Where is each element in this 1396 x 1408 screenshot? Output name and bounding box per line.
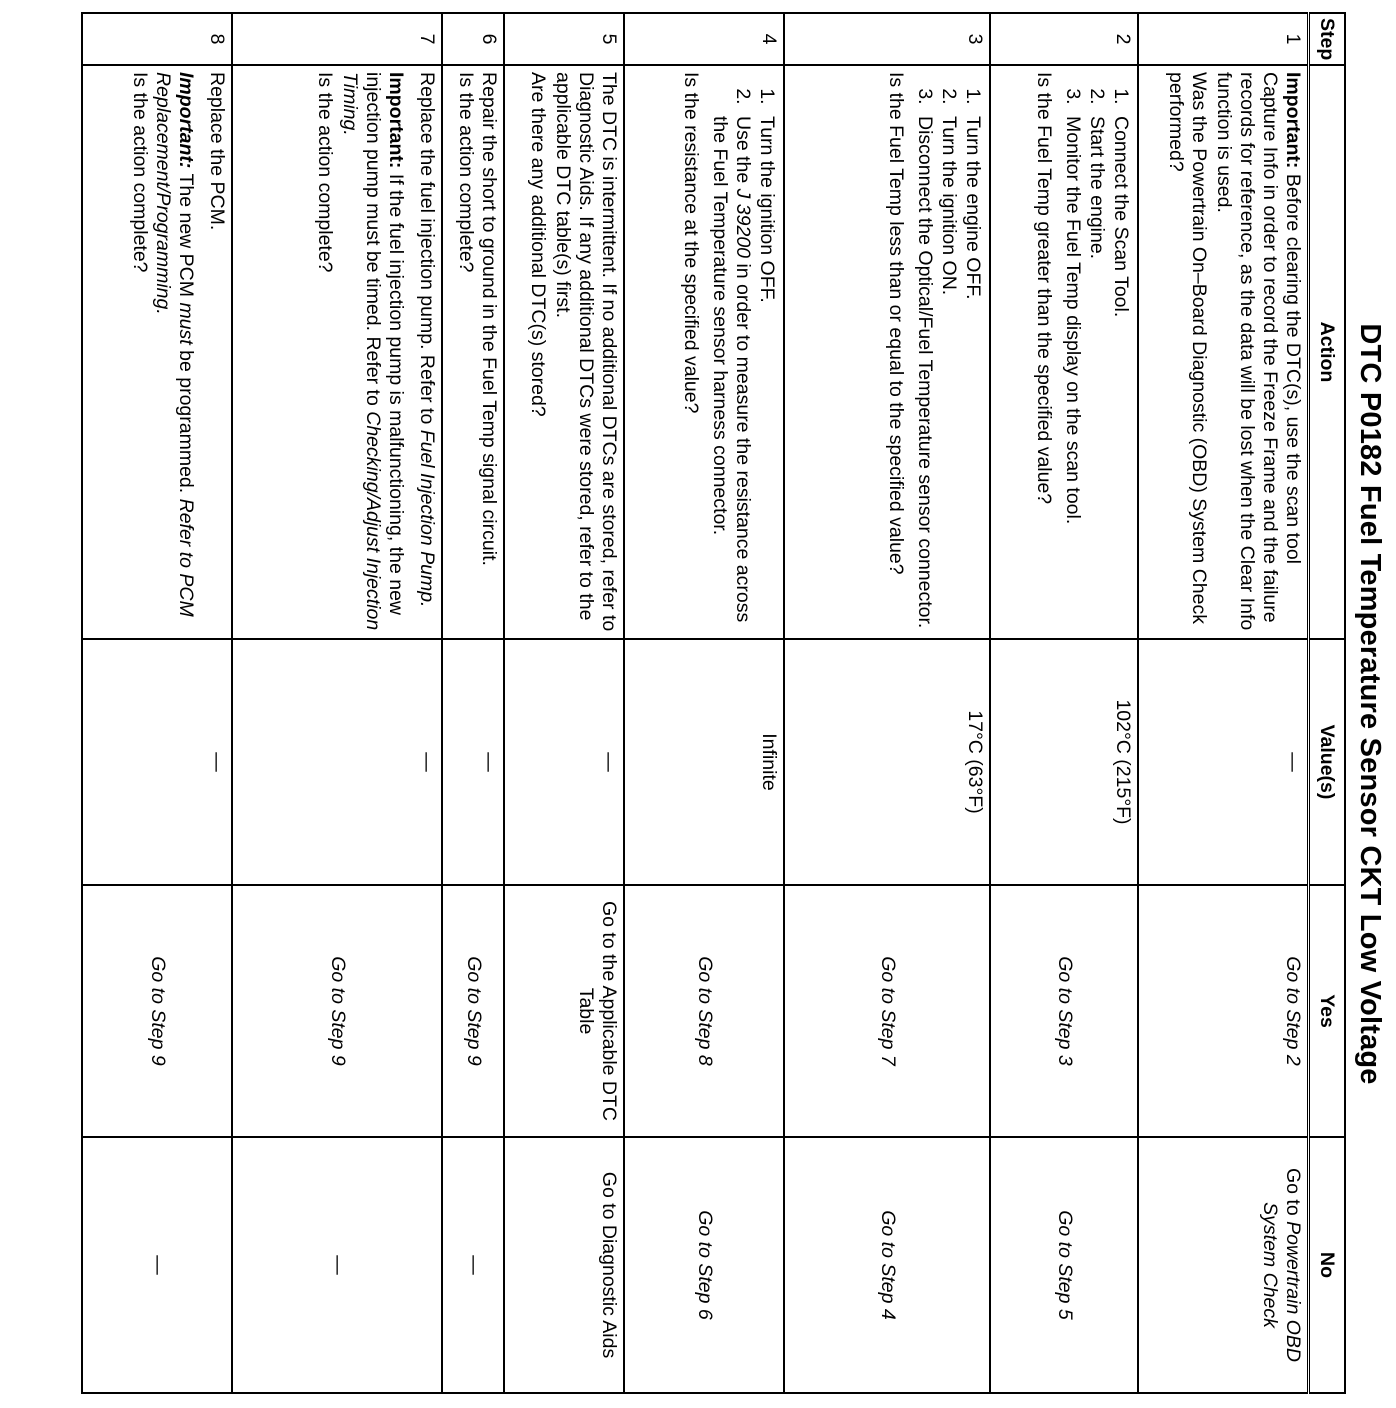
procedure-list — [914, 72, 985, 632]
header-action: Action — [1309, 65, 1346, 639]
step-number: 3 — [785, 13, 991, 65]
instruction-text: Repair the short to ground in the Fuel Temp signal circuit. — [478, 72, 501, 566]
table-header-row — [1309, 13, 1346, 1393]
table-row — [83, 13, 233, 1393]
no-cell: — — [443, 1137, 505, 1393]
header-step: Step — [1309, 13, 1346, 65]
value-cell: Infinite — [625, 639, 785, 885]
yes-cell: Go to Step 8 — [625, 885, 785, 1137]
instruction-text: Replace the fuel injection pump. Refer to Fuel Injection Pump. — [416, 72, 439, 608]
instruction-text: The DTC is intermittent. If no additional DTCs are stored, refer to Diagnostic Aids. If any additional DTCs were stored, refer to the applicable DTC table(s) first. — [552, 72, 621, 632]
question: Was the Powertrain On–Board Diagnostic (OBD) System Check performed? — [1165, 72, 1210, 624]
question: Is the action complete? — [314, 72, 337, 273]
yes-cell: Go to Step 2 — [1139, 885, 1309, 1137]
important-note: Important: Before clearing the DTC(s), use the scan tool Capture Info in order to record the Freeze Frame and the failure records for reference, as the data will be lost when the Clear Info function is used. — [1213, 72, 1304, 631]
no-cell: Go to Step 4 — [785, 1137, 991, 1393]
header-values: Value(s) — [1309, 639, 1346, 885]
value-cell: 102°C (215°F) — [991, 639, 1139, 885]
action-cell — [233, 65, 443, 639]
procedure-step: 1. Connect the Scan Tool. — [1110, 110, 1133, 632]
table-row — [1139, 13, 1309, 1393]
procedure-step: 1. Turn the ignition OFF. — [756, 110, 779, 632]
table-row — [991, 13, 1139, 1393]
step-number: 2 — [991, 13, 1139, 65]
question: Are there any additional DTC(s) stored? — [527, 72, 550, 417]
no-cell: — — [233, 1137, 443, 1393]
value-cell: — — [83, 639, 233, 885]
yes-cell: Go to Step 7 — [785, 885, 991, 1137]
table-row — [233, 13, 443, 1393]
value-cell: — — [505, 639, 625, 885]
step-number: 4 — [625, 13, 785, 65]
important-note: Important: If the fuel injection pump is malfunctioning, the new injection pump must be timed. Refer to Checking/Adjust Injection Timing. — [339, 72, 408, 631]
question: Is the Fuel Temp greater than the specified value? — [1033, 72, 1056, 505]
procedure-list — [1062, 72, 1133, 632]
question: Is the resistance at the specified value? — [680, 72, 703, 414]
procedure-step: 1. Turn the engine OFF. — [962, 110, 985, 632]
procedure-step: 3. Disconnect the Optical/Fuel Temperature sensor connector. — [914, 110, 937, 632]
no-cell: Go to Diagnostic Aids — [505, 1137, 625, 1393]
header-no: No — [1309, 1137, 1346, 1393]
question: Is the action complete? — [129, 72, 152, 273]
important-note: Important: The new PCM must be programmed. Refer to PCM Replacement/Programming. — [152, 72, 198, 617]
value-cell: — — [1139, 639, 1309, 885]
yes-cell: Go to Step 9 — [83, 885, 233, 1137]
step-number: 7 — [233, 13, 443, 65]
table-row — [785, 13, 991, 1393]
no-cell: Go to Powertrain OBD System Check — [1139, 1137, 1309, 1393]
header-yes: Yes — [1309, 885, 1346, 1137]
instruction-text: Replace the PCM. — [206, 72, 229, 231]
action-cell — [991, 65, 1139, 639]
question: Is the action complete? — [455, 72, 478, 273]
yes-cell: Go to Step 9 — [233, 885, 443, 1137]
no-cell: Go to Step 5 — [991, 1137, 1139, 1393]
diagnostic-table — [82, 12, 1347, 1394]
page-title: DTC P0182 Fuel Temperature Sensor CKT Low Voltage — [1354, 323, 1386, 1085]
procedure-step: 3. Monitor the Fuel Temp display on the scan tool. — [1062, 110, 1085, 632]
action-cell — [785, 65, 991, 639]
action-cell — [443, 65, 505, 639]
no-cell: — — [83, 1137, 233, 1393]
table-row — [625, 13, 785, 1393]
table-row — [505, 13, 625, 1393]
action-cell — [625, 65, 785, 639]
yes-cell: Go to the Applicable DTC Table — [505, 885, 625, 1137]
procedure-step: 2. Use the J 39200 in order to measure the resistance across the Fuel Temperature sensor harness connector. — [709, 110, 755, 632]
action-cell — [83, 65, 233, 639]
yes-cell: Go to Step 9 — [443, 885, 505, 1137]
value-cell: — — [443, 639, 505, 885]
step-number: 6 — [443, 13, 505, 65]
value-cell: 17°C (63°F) — [785, 639, 991, 885]
procedure-step: 2. Turn the ignition ON. — [938, 110, 961, 632]
yes-cell: Go to Step 3 — [991, 885, 1139, 1137]
step-number: 8 — [83, 13, 233, 65]
action-cell — [1139, 65, 1309, 639]
no-cell: Go to Step 6 — [625, 1137, 785, 1393]
step-number: 1 — [1139, 13, 1309, 65]
action-cell — [505, 65, 625, 639]
question: Is the Fuel Temp less than or equal to the specified value? — [885, 72, 908, 575]
table-row — [443, 13, 505, 1393]
step-number: 5 — [505, 13, 625, 65]
procedure-list — [709, 72, 779, 632]
value-cell: — — [233, 639, 443, 885]
procedure-step: 2. Start the engine. — [1086, 110, 1109, 632]
